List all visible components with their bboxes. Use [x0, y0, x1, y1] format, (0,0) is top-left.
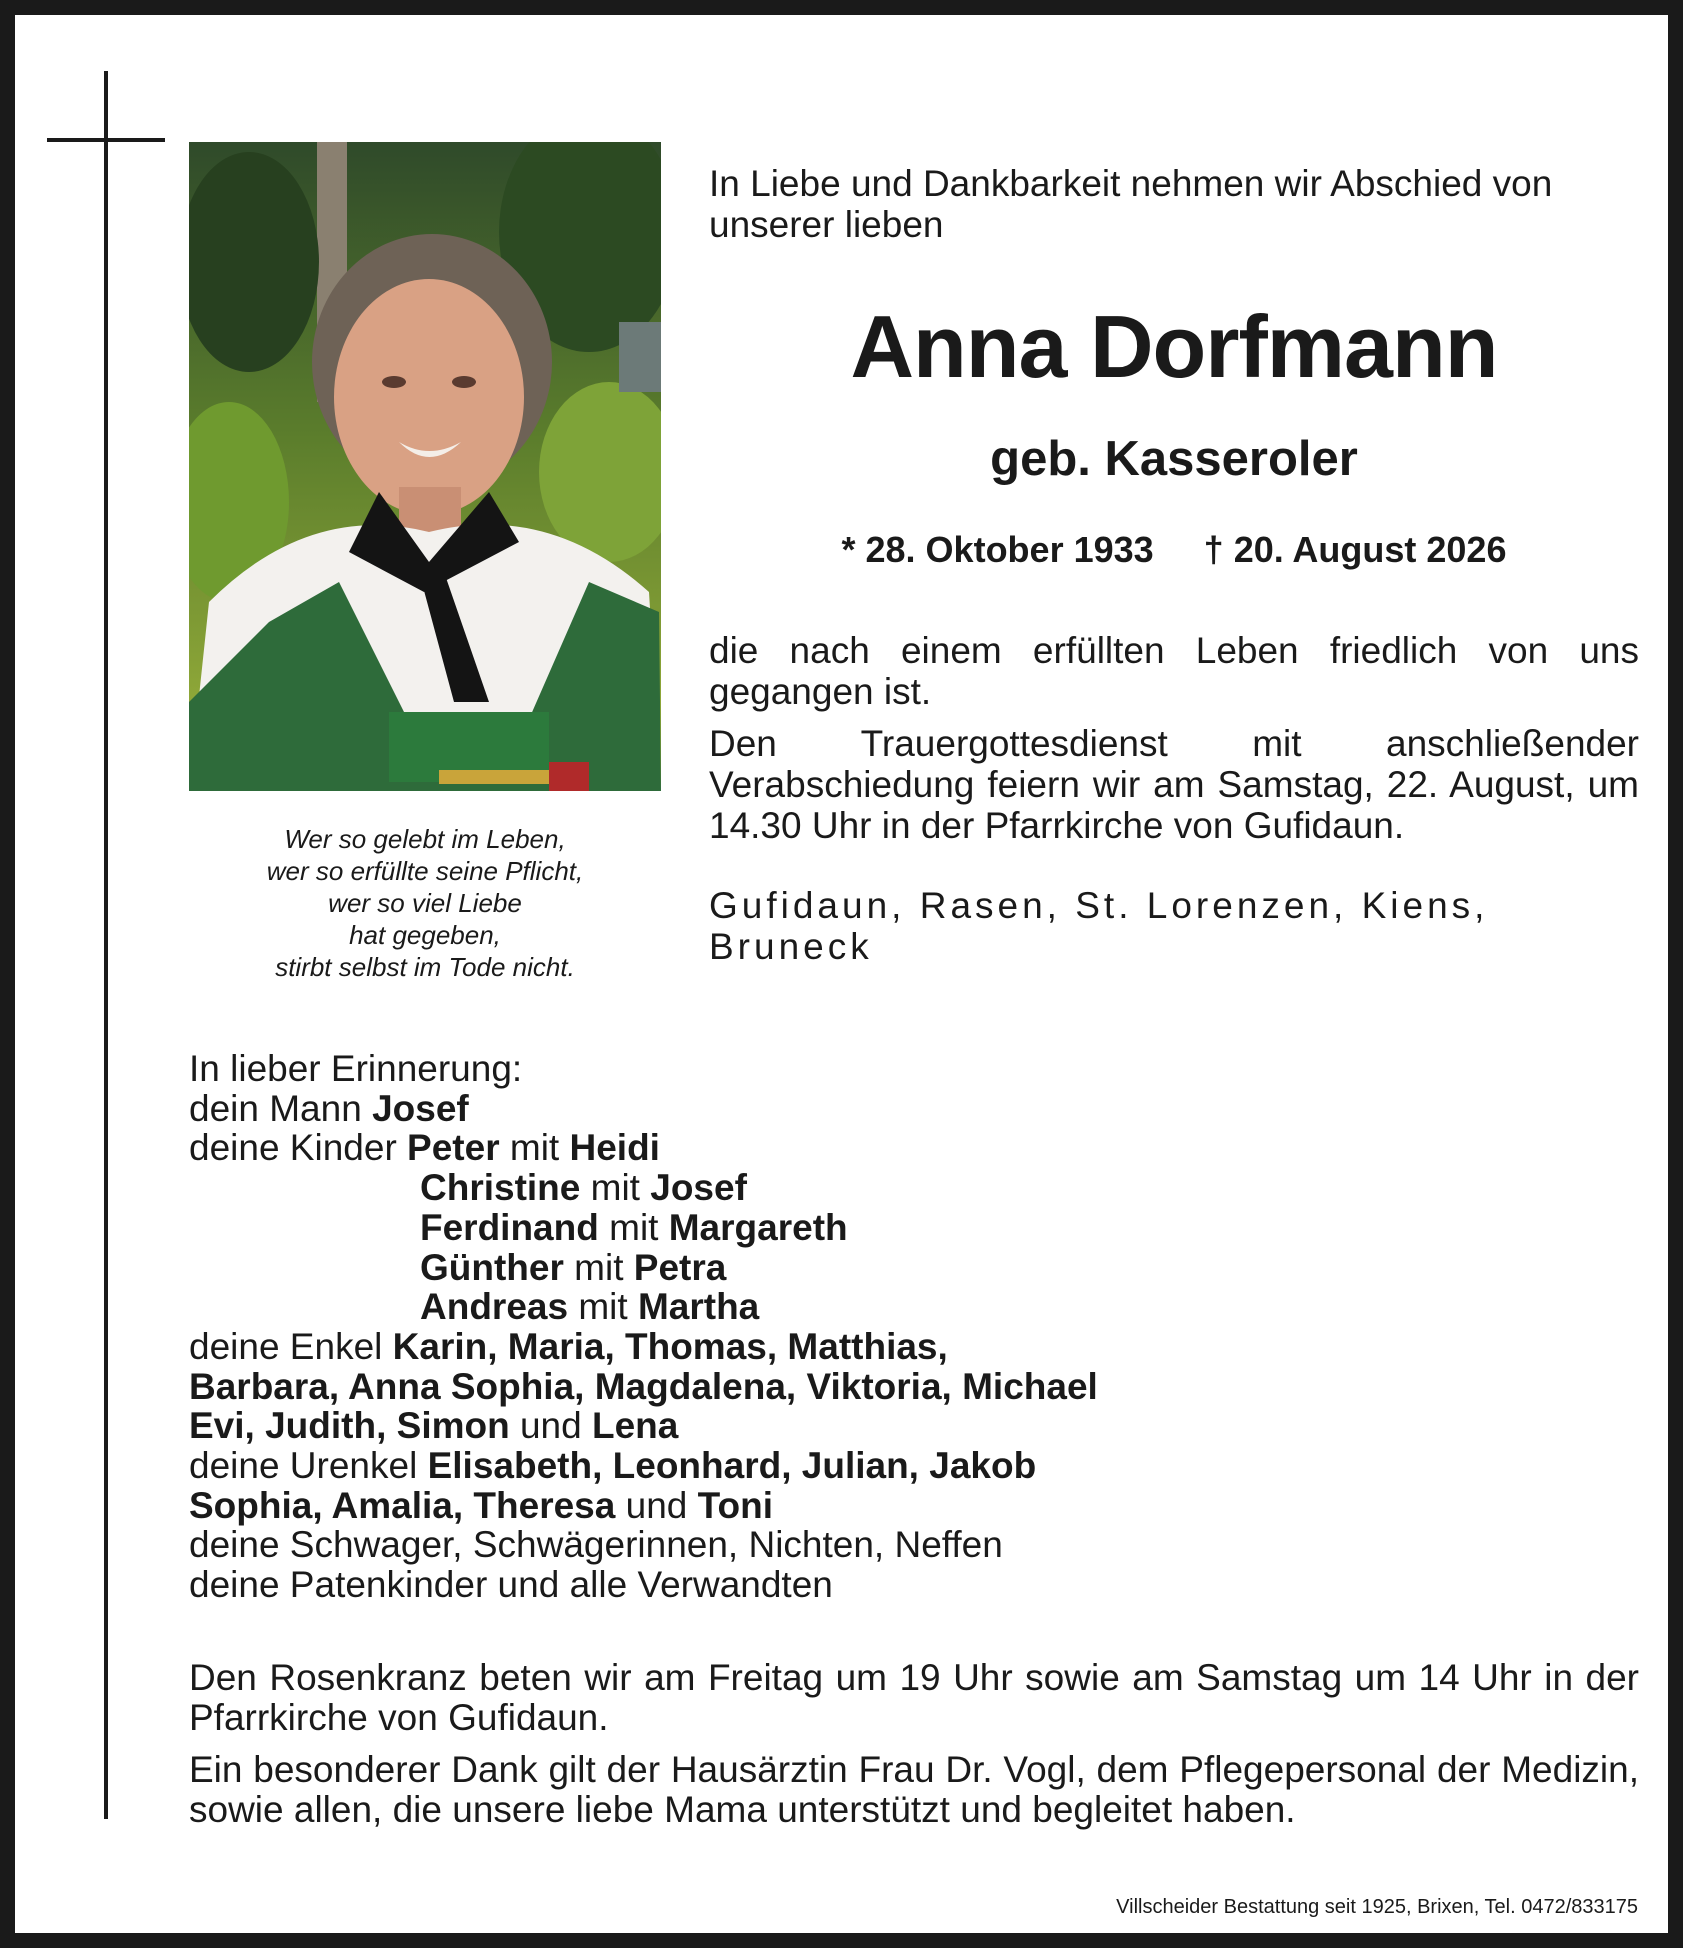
grandchildren-names: Barbara, Anna Sophia, Magdalena, Viktoria, Michael — [189, 1365, 1098, 1407]
great-grandchildren-names: Sophia, Amalia, Theresa — [189, 1484, 616, 1526]
cross-horizontal-bar — [47, 138, 165, 142]
rosary-paragraph: Den Rosenkranz beten wir am Freitag um 19 Uhr sowie am Samstag um 14 Uhr in der Pfarrkirche von Gufidaun. — [189, 1657, 1639, 1738]
grandchildren-row — [189, 1367, 1639, 1407]
partner-name: Petra — [633, 1246, 727, 1288]
thanks-paragraph: Ein besonderer Dank gilt der Hausärztin Frau Dr. Vogl, dem Pflegepersonal der Medizin, sowie allen, die unsere liebe Mama unterstützt und begleitet haben. — [189, 1749, 1639, 1830]
child-row — [189, 1128, 1639, 1168]
partner-name: Martha — [637, 1286, 760, 1328]
grandchildren-row — [189, 1406, 1639, 1446]
partner-name: Josef — [650, 1167, 747, 1209]
great-grandchildren-names: Toni — [697, 1484, 773, 1526]
cross-vertical-bar — [104, 71, 108, 1819]
child-name: Christine — [420, 1167, 581, 1209]
grandchildren-names: Evi, Judith, Simon — [189, 1405, 510, 1447]
poem-line: wer so erfüllte seine Pflicht, — [266, 856, 584, 886]
child-name: Ferdinand — [420, 1206, 599, 1248]
grandchildren-label: deine Enkel — [189, 1325, 393, 1367]
husband-row — [189, 1089, 1639, 1129]
with-word: mit — [580, 1167, 651, 1209]
child-name: Günther — [420, 1246, 564, 1288]
child-name: Peter — [407, 1127, 500, 1169]
portrait-photo — [189, 142, 661, 791]
grandchildren-row — [189, 1327, 1639, 1367]
godchildren-row: deine Patenkinder und alle Verwandten — [189, 1564, 833, 1606]
obituary-notice — [15, 15, 1668, 1933]
poem-line: hat gegeben, — [349, 920, 501, 950]
poem-line: stirbt selbst im Tode nicht. — [275, 952, 575, 982]
funeral-home-footer: Villscheider Bestattung seit 1925, Brixen, Tel. 0472/833175 — [1116, 1896, 1638, 1918]
and-word: und — [509, 1405, 592, 1447]
deceased-name: Anna Dorfmann — [850, 297, 1498, 396]
passed-paragraph: die nach einem erfüllten Leben friedlich von uns gegangen ist. — [709, 630, 1639, 712]
grandchildren-names: Lena — [592, 1405, 679, 1447]
life-dates — [709, 528, 1639, 572]
family-list — [189, 1049, 1639, 1605]
husband-label: dein Mann — [189, 1087, 373, 1129]
places-list: Gufidaun, Rasen, St. Lorenzen, Kiens, Bruneck — [709, 885, 1489, 967]
with-word: mit — [598, 1206, 669, 1248]
poem-verse — [189, 823, 661, 983]
partner-name: Heidi — [569, 1127, 660, 1169]
with-word: mit — [563, 1246, 634, 1288]
relatives-row: deine Schwager, Schwägerinnen, Nichten, Neffen — [189, 1524, 1003, 1566]
great-grandchildren-row — [189, 1446, 1639, 1486]
poem-line: Wer so gelebt im Leben, — [284, 824, 566, 854]
child-row — [189, 1208, 1639, 1248]
portrait-illustration — [189, 142, 661, 791]
with-word: mit — [499, 1127, 570, 1169]
child-row — [189, 1248, 1639, 1288]
and-word: und — [615, 1484, 698, 1526]
birth-date: * 28. Oktober 1933 — [841, 529, 1154, 570]
partner-name: Margareth — [668, 1206, 848, 1248]
children-label: deine Kinder — [189, 1127, 408, 1169]
death-date: † 20. August 2026 — [1203, 529, 1507, 570]
intro-text: In Liebe und Dankbarkeit nehmen wir Abschied von unserer lieben — [709, 163, 1553, 245]
family-heading: In lieber Erinnerung: — [189, 1048, 523, 1089]
with-word: mit — [568, 1286, 638, 1328]
child-row — [189, 1287, 1639, 1327]
grandchildren-names: Karin, Maria, Thomas, Matthias, — [392, 1325, 948, 1367]
great-grandchildren-label: deine Urenkel — [189, 1445, 428, 1487]
husband-name: Josef — [372, 1087, 469, 1129]
great-grandchildren-row — [189, 1486, 1639, 1526]
service-paragraph: Den Trauergottesdienst mit anschließender Verabschiedung feiern wir am Samstag, 22. August, um 14.30 Uhr in der Pfarrkirche von Gufidaun. — [709, 723, 1639, 846]
child-name: Andreas — [420, 1286, 569, 1328]
poem-line: wer so viel Liebe — [328, 888, 522, 918]
maiden-name: geb. Kasseroler — [990, 432, 1358, 486]
child-row — [189, 1168, 1639, 1208]
great-grandchildren-names: Elisabeth, Leonhard, Julian, Jakob — [427, 1445, 1037, 1487]
